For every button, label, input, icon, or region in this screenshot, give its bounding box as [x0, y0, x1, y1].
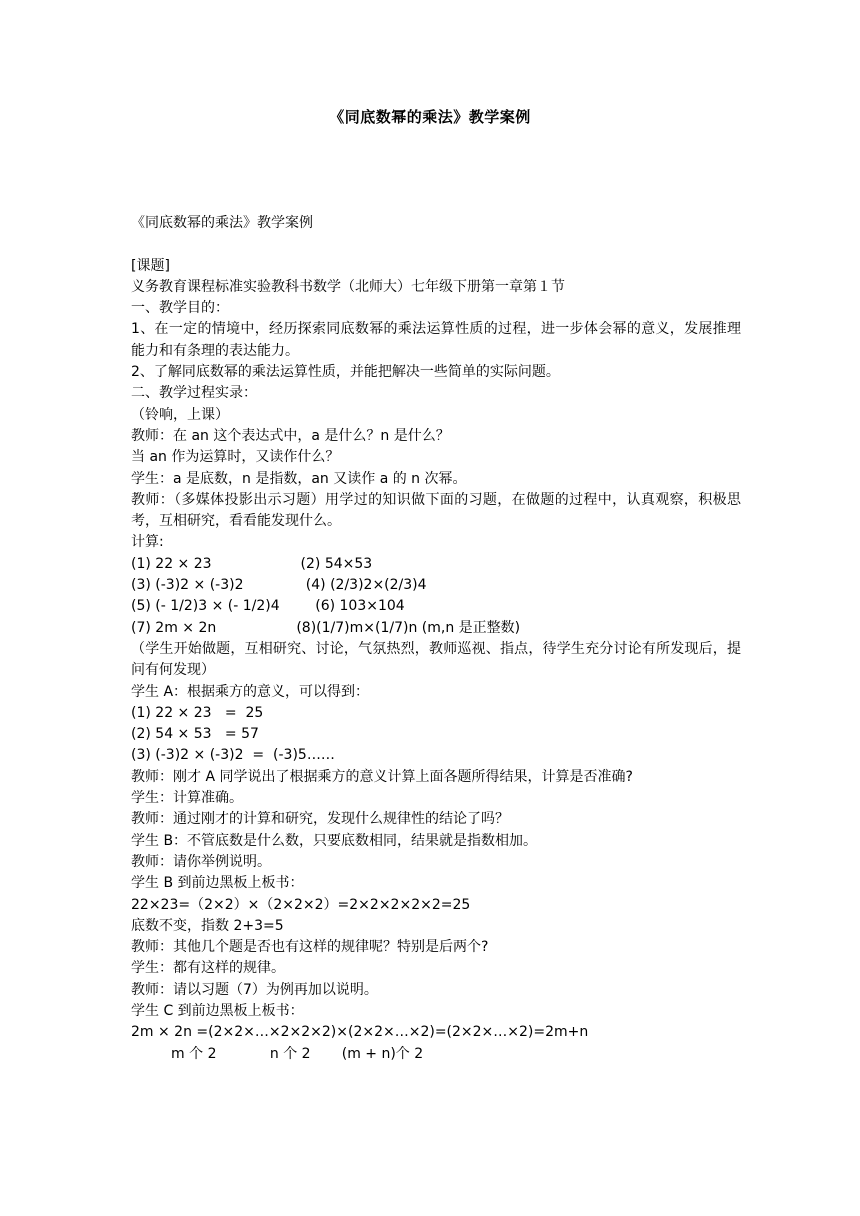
- paragraph-line: 底数不变，指数 2+3=5: [131, 917, 284, 934]
- paragraph-line: 学生：a 是底数，n 是指数，an 又读作 a 的 n 次幂。: [131, 470, 467, 487]
- paragraph-line: （铃响，上课）: [131, 406, 229, 423]
- paragraph-line: 教师：在 an 这个表达式中，a 是什么？n 是什么？: [131, 427, 450, 444]
- paragraph-line: 当 an 作为运算时，又读作什么？: [131, 449, 340, 466]
- equation-line: 22×23=（2×2）×（2×2×2）=2×2×2×2×2=25: [131, 896, 471, 913]
- equation-line: (2) 54 × 53 = 57: [131, 726, 259, 743]
- exercise-row: (7) 2m × 2n (8)(1/7)m×(1/7)n (m,n 是正整数): [131, 619, 521, 636]
- equation-line: 2m × 2n =(2×2×…×2×2×2)×(2×2×…×2)=(2×2×…×2)=2m+n: [131, 1024, 589, 1041]
- textbook-line: 义务教育课程标准实验教科书数学（北师大）七年级下册第一章第１节: [131, 278, 565, 295]
- paragraph-line: 学生 B 到前边黑板上板书：: [131, 875, 304, 892]
- paragraph-line: 教师：刚才 A 同学说出了根据乘方的意义计算上面各题所得结果，计算是否准确?: [131, 768, 633, 785]
- paragraph-line: 教师：请以习题（7）为例再加以说明。: [131, 981, 378, 998]
- paragraph-line: 教师：（多媒体投影出示习题）用学过的知识做下面的习题，在做题的过程中，认真观察，积极思考，互相研究，看看能发现什么。: [131, 491, 741, 530]
- section-heading-process: 二、教学过程实录：: [131, 385, 257, 402]
- goal-2: 2、了解同底数幂的乘法运算性质，并能把解决一些简单的实际问题。: [131, 364, 560, 381]
- paragraph-line: 学生：计算准确。: [131, 790, 243, 807]
- exercise-row: (1) 22 × 23 (2) 54×53: [131, 555, 373, 572]
- section-heading-goals: 一、教学目的：: [131, 300, 229, 317]
- paragraph-line: 教师：通过刚才的计算和研究，发现什么规律性的结论了吗？: [131, 811, 509, 828]
- document-title: 《同底数幂的乘法》教学案例: [329, 108, 531, 126]
- goal-1: 1、在一定的情境中，经历探索同底数幂的乘法运算性质的过程，进一步体会幂的意义，发展推理能力和有条理的表达能力。: [131, 321, 741, 359]
- equation-line: (3) (-3)2 × (-3)2 = (-3)5……: [131, 747, 335, 764]
- paragraph-line: 学生：都有这样的规律。: [131, 960, 285, 977]
- paragraph-line: 学生 B：不管底数是什么数，只要底数相同，结果就是指数相加。: [131, 832, 538, 849]
- equation-annotation: m 个 2 n 个 2 (m + n)个 2: [131, 1045, 424, 1062]
- paragraph-line: 学生 A：根据乘方的意义，可以得到：: [131, 683, 370, 700]
- exercise-heading: 计算:: [131, 534, 164, 551]
- topic-label: [课题]: [131, 257, 170, 274]
- paragraph-line: （学生开始做题，互相研究、讨论，气氛热烈，教师巡视、指点，待学生充分讨论有所发现后，提问有何发现）: [131, 640, 741, 679]
- equation-line: (1) 22 × 23 = 25: [131, 704, 264, 721]
- body-subtitle: 《同底数幂的乘法》教学案例: [131, 215, 313, 231]
- blank-line: [131, 234, 741, 255]
- exercise-row: (3) (-3)2 × (-3)2 (4) (2/3)2×(2/3)4: [131, 577, 427, 594]
- paragraph-line: 学生 C 到前边黑板上板书：: [131, 1002, 304, 1019]
- exercise-row: (5) (- 1/2)3 × (- 1/2)4 (6) 103×104: [131, 598, 405, 615]
- document-body: [131, 213, 741, 1065]
- paragraph-line: 教师：请你举例说明。: [131, 853, 271, 870]
- paragraph-line: 教师：其他几个题是否也有这样的规律呢？特别是后两个?: [131, 939, 489, 956]
